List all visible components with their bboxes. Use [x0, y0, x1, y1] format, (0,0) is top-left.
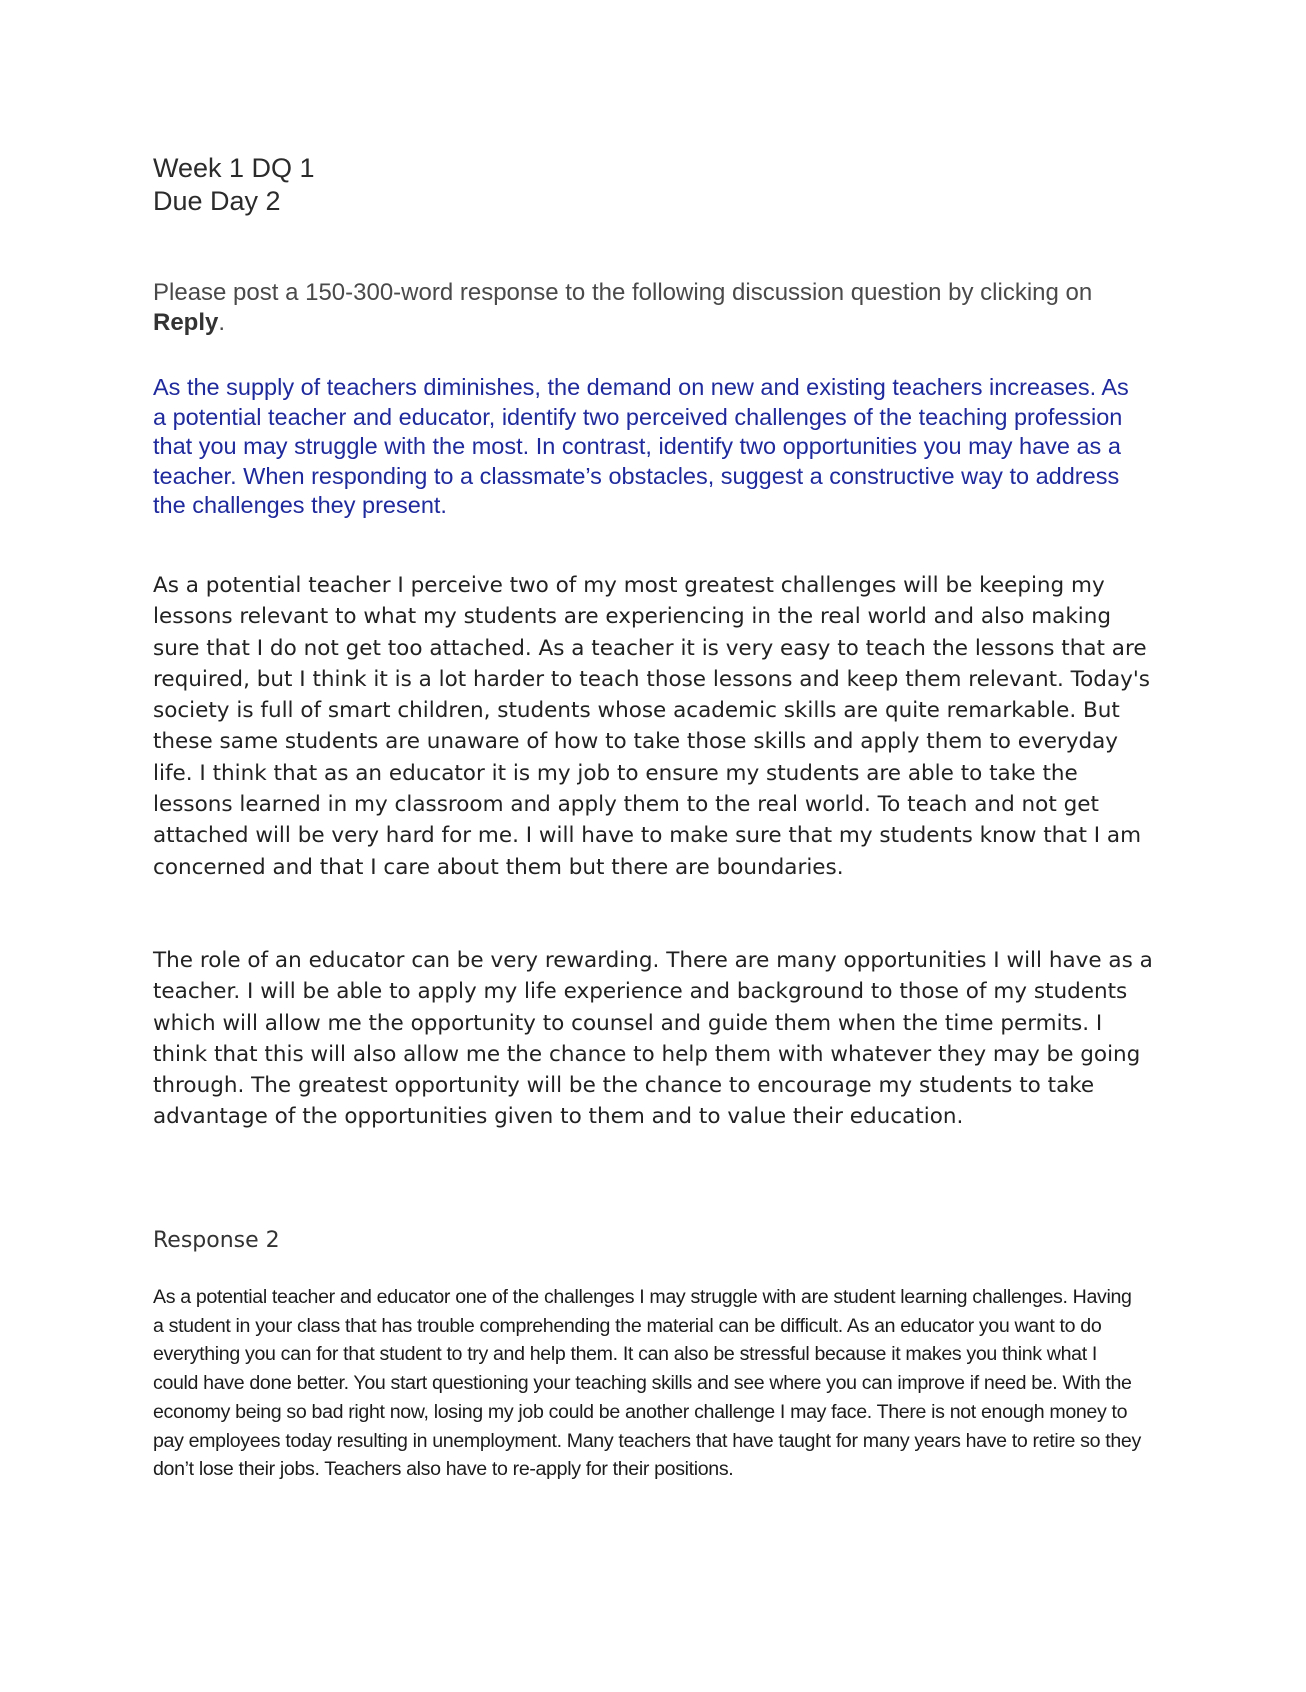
- reply-keyword: Reply: [153, 309, 219, 336]
- page-title: Week 1 DQ 1: [153, 153, 315, 183]
- instructions-text: Please post a 150-300-word response to the following discussion question by clicking on: [153, 279, 1093, 306]
- discussion-question: As the supply of teachers diminishes, the demand on new and existing teachers increases. As a potential teacher and educator, identify two perceived challenges of the teaching profession that you may struggle with the most. In contrast, identify two opportunities you may have as a teacher. When responding to a classmate’s obstacles, suggest a constructive way to address the challenges they present.: [153, 374, 1129, 518]
- due-date: Due Day 2: [153, 186, 281, 216]
- document-header: [153, 152, 1053, 218]
- answer-paragraph-2: The role of an educator can be very rewarding. There are many opportunities I will have as a teacher. I will be able to apply my life experience and background to those of my students which will allow me the opportunity to counsel and guide them when the time permits. I think that this will also allow me the chance to help them with whatever they may be going through. The greatest opportunity will be the chance to encourage my students to take advantage of the opportunities given to them and to value their education.: [153, 948, 1153, 1130]
- answer-paragraph-1: As a potential teacher I perceive two of my most greatest challenges will be keeping my lessons relevant to what my students are experiencing in the real world and also making sure that I do not get too attached. As a teacher it is very easy to teach the lessons that are required, but I think it is a lot harder to teach those lessons and keep them relevant. Today's society is full of smart children, students whose academic skills are quite remarkable. But these same students are unaware of how to take those skills and apply them to everyday life. I think that as an educator it is my job to ensure my students are able to take the lessons learned in my classroom and apply them to the real world. To teach and not get attached will be very hard for me. I will have to make sure that my students know that I am concerned and that I care about them but there are boundaries.: [153, 573, 1150, 880]
- instructions: [153, 278, 1163, 338]
- response-2-heading: Response 2: [153, 1228, 280, 1253]
- instructions-suffix: .: [218, 309, 226, 336]
- response-2-body: As a potential teacher and educator one of the challenges I may struggle with are student learning challenges. Having a student in your class that has trouble comprehending the material can be difficult. As an educator you want to do everything you can for that student to try and help them. It can also be stressful because it makes you think what I could have done better. You start questioning your teaching skills and see where you can improve if need be. With the economy being so bad right now, losing my job could be another challenge I may face. There is not enough money to pay employees today resulting in unemployment. Many teachers that have taught for many years have to retire so they don’t lose their jobs. Teachers also have to re-apply for their positions.: [153, 1286, 1141, 1481]
